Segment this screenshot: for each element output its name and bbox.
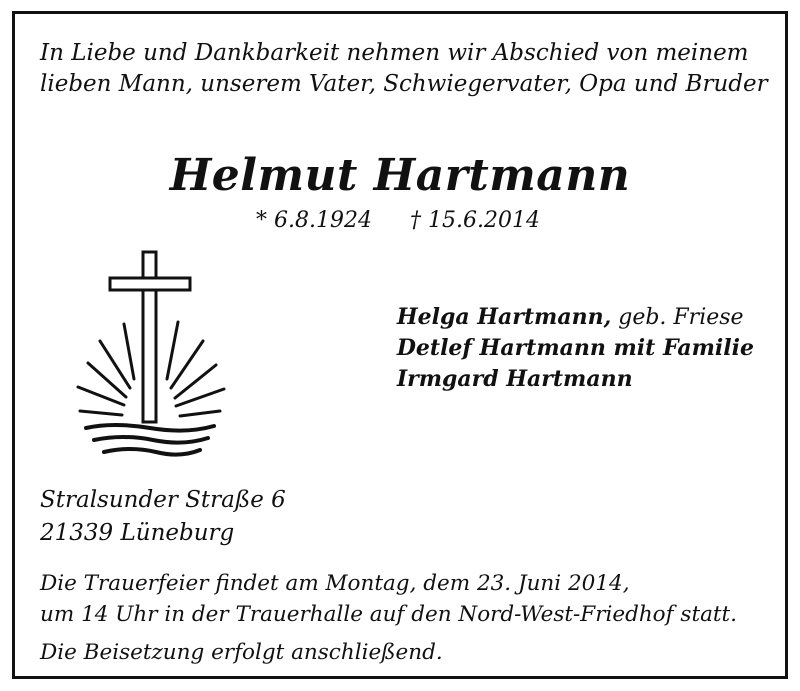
intro-line-2: lieben Mann, unserem Vater, Schwiegervater, Opa und Bruder (40, 71, 768, 97)
address-street: Stralsunder Straße 6 (40, 487, 286, 513)
birth-date: * 6.8.1924 (256, 208, 372, 233)
cross-sunrise-icon (68, 245, 238, 465)
intro-line-1: In Liebe und Dankbarkeit nehmen wir Abschied von meinem (40, 40, 749, 66)
notice-line-1: Die Trauerfeier findet am Montag, dem 23. Juni 2014, (40, 571, 630, 596)
notice-line-3: Die Beisetzung erfolgt anschließend. (40, 640, 443, 665)
family-member-1-note: geb. Friese (611, 305, 744, 330)
family-member-1-name: Helga Hartmann, (396, 304, 612, 330)
address-city: 21339 Lüneburg (40, 520, 235, 546)
family-member-1 (397, 302, 754, 333)
death-date: † 15.6.2014 (410, 208, 540, 233)
address-block (40, 484, 286, 550)
intro-text (40, 38, 780, 100)
deceased-name: Helmut Hartmann (169, 150, 631, 201)
funeral-notice (40, 568, 737, 668)
family-member-3: Irmgard Hartmann (396, 366, 633, 392)
notice-line-2: um 14 Uhr in der Trauerhalle auf den Nord-West-Friedhof statt. (40, 602, 738, 627)
family-member-2: Detlef Hartmann mit Familie (396, 335, 754, 361)
family-list (397, 302, 754, 395)
